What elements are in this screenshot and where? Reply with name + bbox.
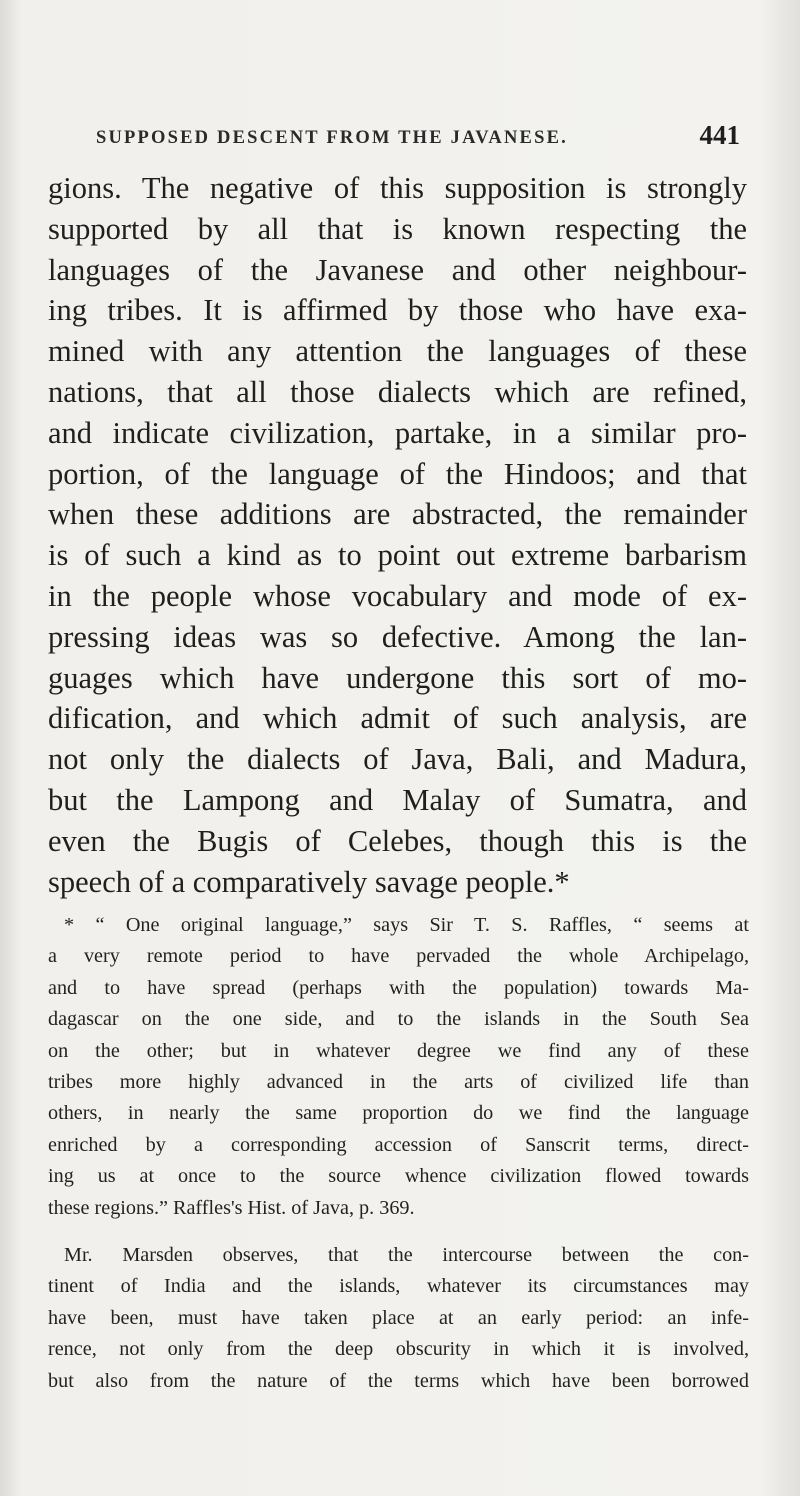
footnote-continuation [48, 1240, 749, 1397]
body-line: but the Lampong and Malay of Sumatra, and [48, 782, 747, 817]
note-line: tinent of India and the islands, whatever its circumstances may [48, 1275, 749, 1298]
body-line: supported by all that is known respecting the [48, 211, 747, 246]
note-line: have been, must have taken place at an early period: an infe- [48, 1306, 749, 1329]
body-line: mined with any attention the languages of these [48, 334, 747, 369]
footnote-line: dagascar on the one side, and to the islands in the South Sea [48, 1008, 749, 1031]
body-line: ing tribes. It is affirmed by those who have exa- [48, 293, 747, 328]
footnote-line: others, in nearly the same proportion do we find the language [48, 1102, 749, 1125]
page-number: 441 [699, 120, 740, 150]
main-paragraph [48, 168, 747, 902]
body-line: is of such a kind as to point out extreme barbarism [48, 538, 747, 573]
footnote-line: a very remote period to have pervaded the whole Archipelago, [48, 945, 749, 968]
body-line: guages which have undergone this sort of mo- [48, 660, 747, 695]
body-line: pressing ideas was so defective. Among the lan- [48, 619, 747, 654]
footnote [48, 910, 749, 1224]
footnote-line: * “ One original language,” says Sir T. S. Raffles, “ seems at [64, 914, 749, 936]
page-header [96, 112, 746, 168]
body-line: and indicate civilization, partake, in a similar pro- [48, 415, 747, 450]
footnote-line: and to have spread (perhaps with the population) towards Ma- [48, 976, 749, 999]
footnote-line: ing us at once to the source whence civilization flowed towards [48, 1165, 749, 1188]
note-line: Mr. Marsden observes, that the intercourse between the con- [64, 1244, 749, 1266]
footnote-line: on the other; but in whatever degree we find any of these [48, 1039, 749, 1062]
body-line: gions. The negative of this supposition is strongly [48, 171, 747, 205]
body-line: dification, and which admit of such analysis, are [48, 701, 747, 736]
footnote-line: enriched by a corresponding accession of Sanscrit terms, direct- [48, 1133, 749, 1156]
body-line: when these additions are abstracted, the remainder [48, 497, 747, 532]
note-line: but also from the nature of the terms which have been borrowed [48, 1369, 749, 1392]
note-line: rence, not only from the deep obscurity in which it is involved, [48, 1338, 749, 1361]
body-line: in the people whose vocabulary and mode of ex- [48, 578, 747, 613]
body-line: portion, of the language of the Hindoos; and that [48, 456, 747, 491]
footnote-line: tribes more highly advanced in the arts of civilized life than [48, 1071, 749, 1094]
body-line: not only the dialects of Java, Bali, and Madura, [48, 742, 747, 777]
body-line: speech of a comparatively savage people.* [48, 864, 570, 899]
footnote-line: these regions.” Raffles's Hist. of Java, p. 369. [48, 1196, 415, 1219]
body-line: languages of the Javanese and other neighbour- [48, 252, 747, 287]
body-line: nations, that all those dialects which are refined, [48, 374, 747, 409]
body-line: even the Bugis of Celebes, though this is the [48, 823, 747, 858]
running-head: SUPPOSED DESCENT FROM THE JAVANESE. [96, 128, 568, 148]
